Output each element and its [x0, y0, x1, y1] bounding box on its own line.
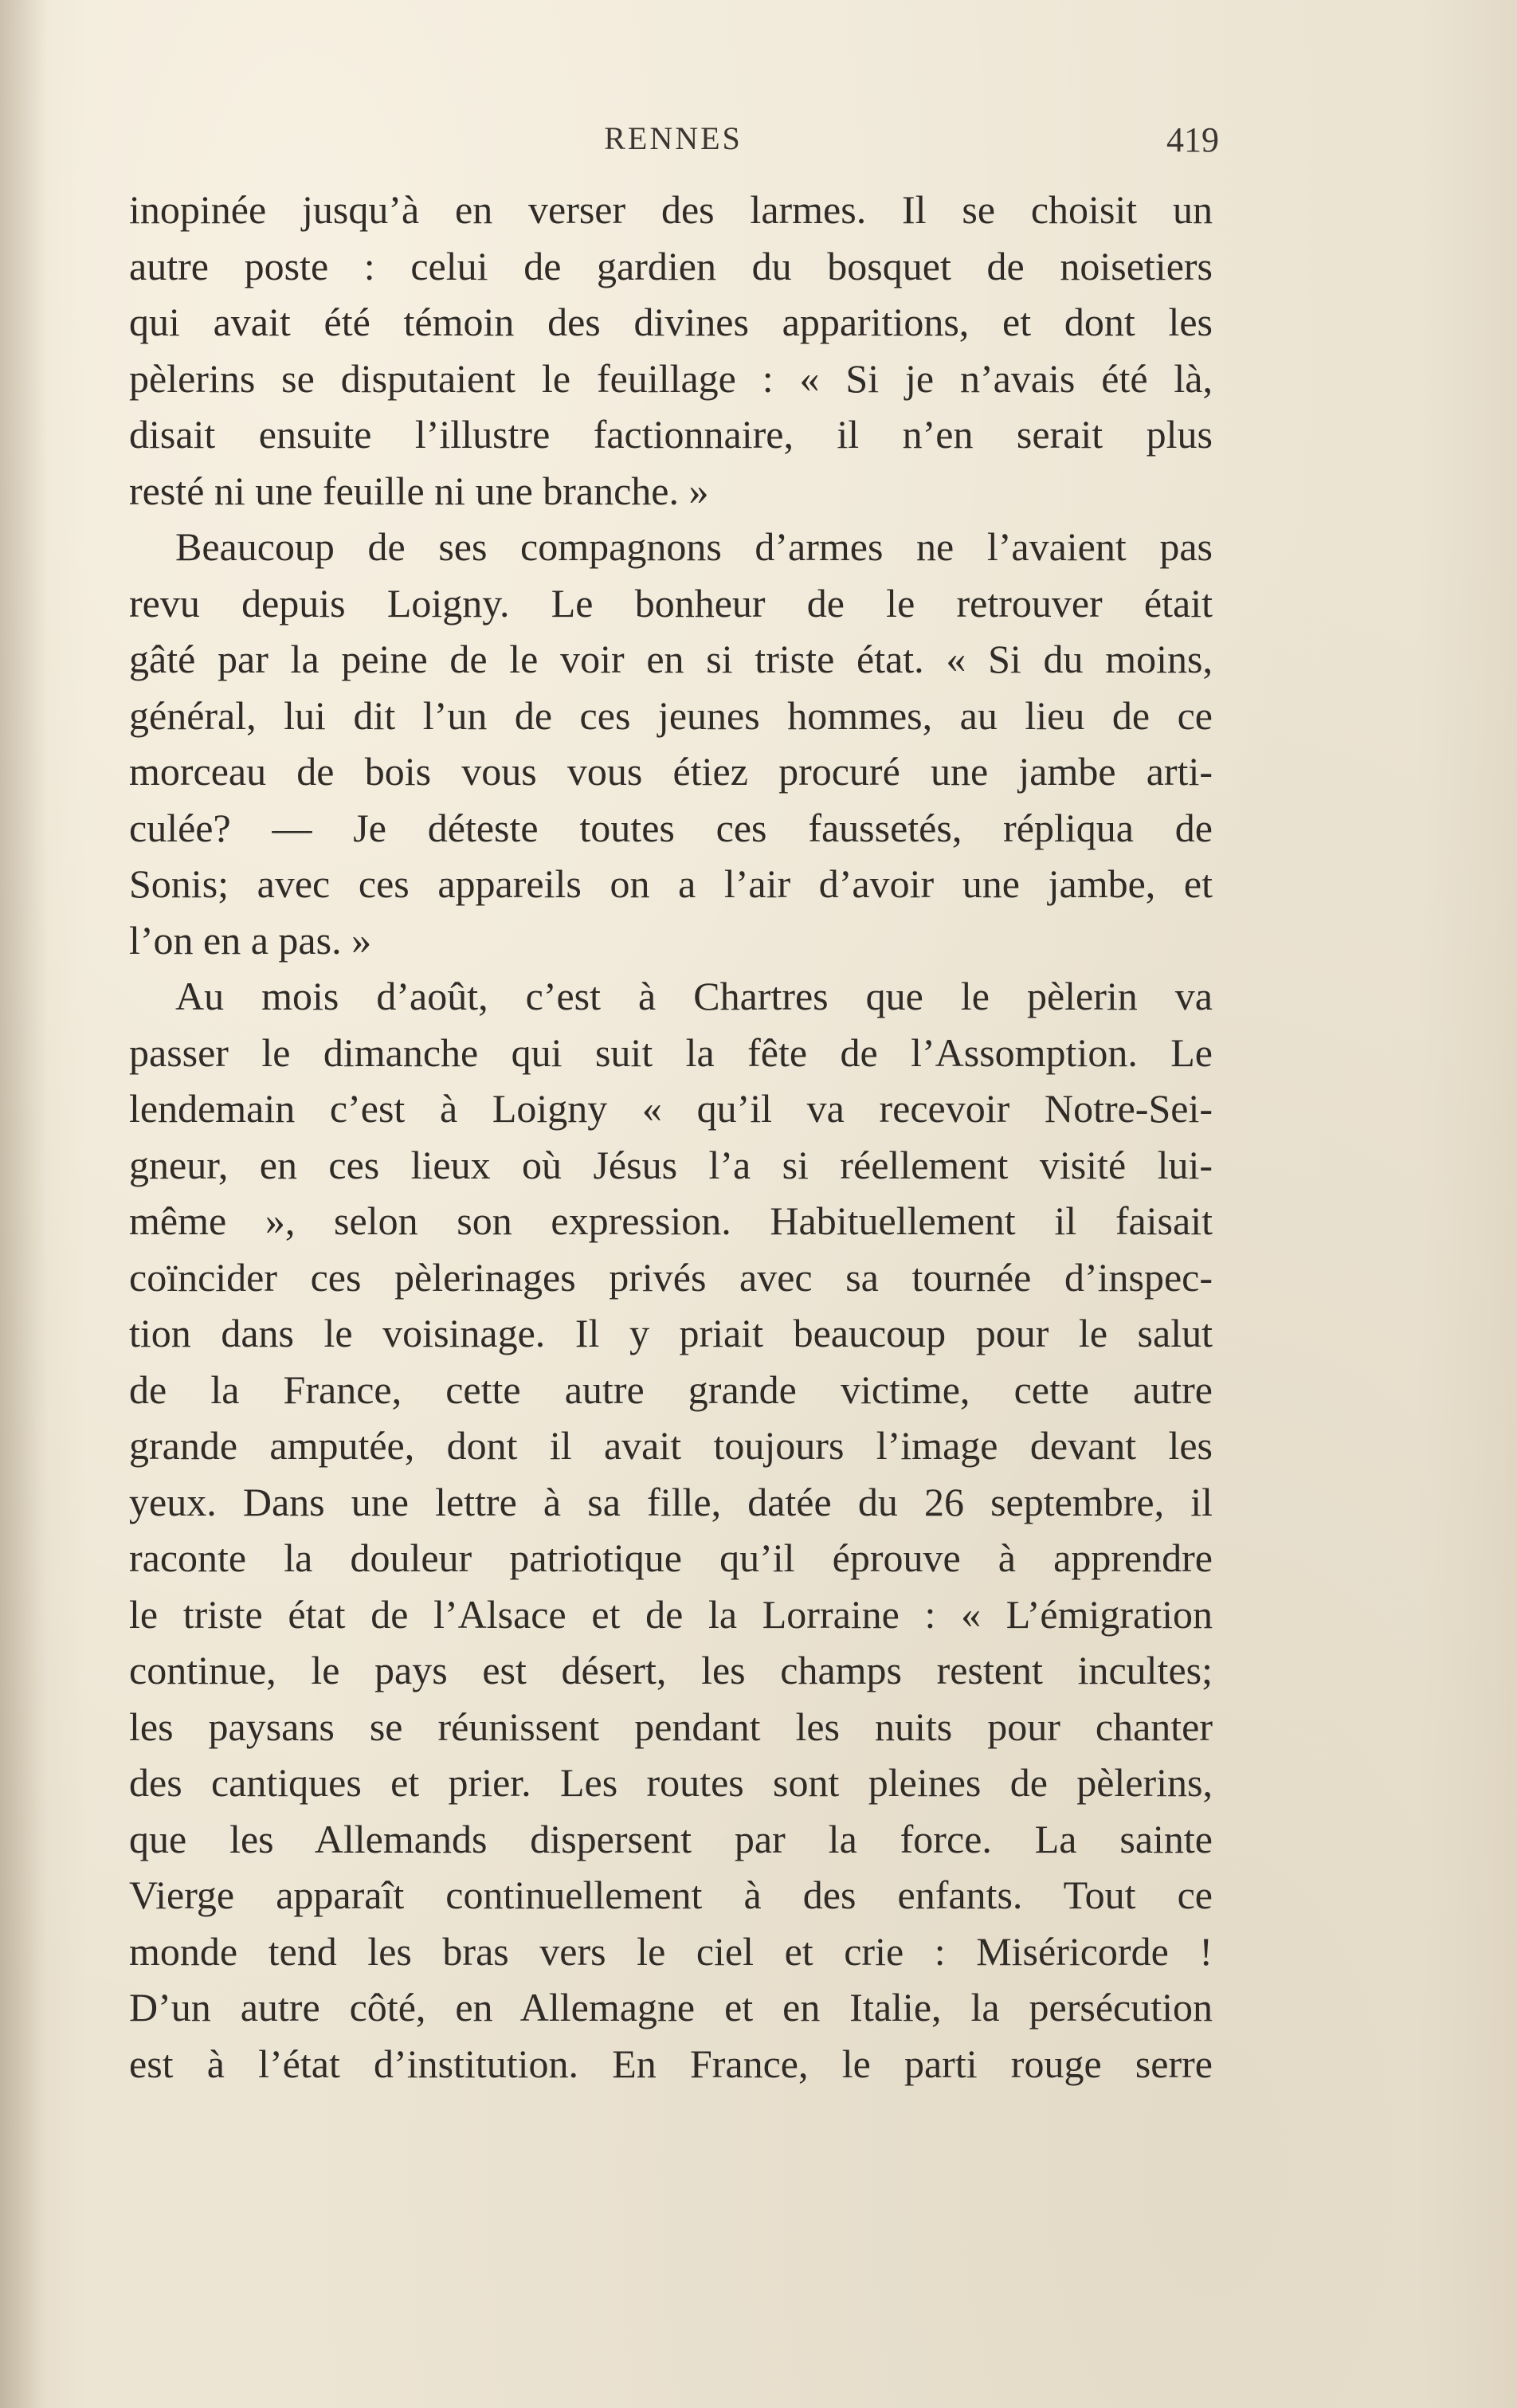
text-line: lendemain c’est à Loigny « qu’il va recevoir Notre-Sei-	[129, 1086, 1213, 1131]
text-line: général, lui dit l’un de ces jeunes hommes, au lieu de ce	[129, 692, 1213, 738]
text-line: culée? — Je déteste toutes ces faussetés, répliqua de	[129, 805, 1213, 850]
text-line: passer le dimanche qui suit la fête de l’Assomption. Le	[129, 1029, 1213, 1075]
text-line: les paysans se réunissent pendant les nuits pour chanter	[129, 1704, 1213, 1749]
page-header	[127, 120, 1219, 167]
text-line: gneur, en ces lieux où Jésus l’a si réellement visité lui-	[129, 1142, 1213, 1187]
text-line: inopinée jusqu’à en verser des larmes. Il se choisit un	[129, 187, 1213, 232]
text-line: Sonis; avec ces appareils on a l’air d’avoir une jambe, et	[129, 861, 1213, 906]
text-line: monde tend les bras vers le ciel et crie : Miséricorde !	[129, 1928, 1213, 1974]
text-line: revu depuis Loigny. Le bonheur de le retrouver était	[129, 580, 1213, 626]
paragraph-start-line: Au mois d’août, c’est à Chartres que le pèlerin va	[175, 974, 1213, 1018]
text-line: continue, le pays est désert, les champs restent incultes;	[129, 1648, 1213, 1692]
text-line: resté ni une feuille ni une branche. »	[129, 468, 709, 513]
text-line: D’un autre côté, en Allemagne et en Italie, la persécution	[129, 1985, 1213, 2030]
text-line: morceau de bois vous vous étiez procuré une jambe arti-	[129, 749, 1213, 794]
text-line: l’on en a pas. »	[129, 917, 372, 963]
text-line: grande amputée, dont il avait toujours l’image devant les	[129, 1423, 1213, 1468]
text-line: même », selon son expression. Habituellement il faisait	[129, 1198, 1213, 1243]
text-line: yeux. Dans une lettre à sa fille, datée du 26 septembre, il	[129, 1479, 1213, 1524]
text-line: pèlerins se disputaient le feuillage : « Si je n’avais été là,	[129, 355, 1213, 401]
text-line: autre poste : celui de gardien du bosquet de noisetiers	[129, 243, 1213, 288]
text-line: gâté par la peine de le voir en si triste état. « Si du moins,	[129, 637, 1213, 681]
paragraph-start-line: Beaucoup de ses compagnons d’armes ne l’avaient pas	[175, 524, 1213, 569]
text-line: tion dans le voisinage. Il y priait beaucoup pour le salut	[129, 1311, 1213, 1355]
body-text	[129, 182, 1213, 2092]
text-line: de la France, cette autre grande victime, cette autre	[129, 1367, 1213, 1412]
binding-shadow	[0, 0, 48, 2408]
text-line: qui avait été témoin des divines apparitions, et dont les	[129, 300, 1213, 344]
text-line: Vierge apparaît continuellement à des enfants. Tout ce	[129, 1873, 1213, 1917]
text-line: que les Allemands dispersent par la force. La sainte	[129, 1816, 1213, 1861]
text-line: raconte la douleur patriotique qu’il éprouve à apprendre	[129, 1535, 1213, 1580]
text-line: disait ensuite l’illustre factionnaire, il n’en serait plus	[129, 412, 1213, 457]
text-line: est à l’état d’institution. En France, le parti rouge serre	[129, 2041, 1213, 2086]
running-title: RENNES	[604, 120, 743, 156]
text-line: des cantiques et prier. Les routes sont pleines de pèlerins,	[129, 1760, 1213, 1805]
page-number: 419	[1166, 120, 1219, 159]
text-line: le triste état de l’Alsace et de la Lorraine : « L’émigration	[129, 1591, 1213, 1637]
text-line: coïncider ces pèlerinages privés avec sa tournée d’inspec-	[129, 1254, 1213, 1300]
